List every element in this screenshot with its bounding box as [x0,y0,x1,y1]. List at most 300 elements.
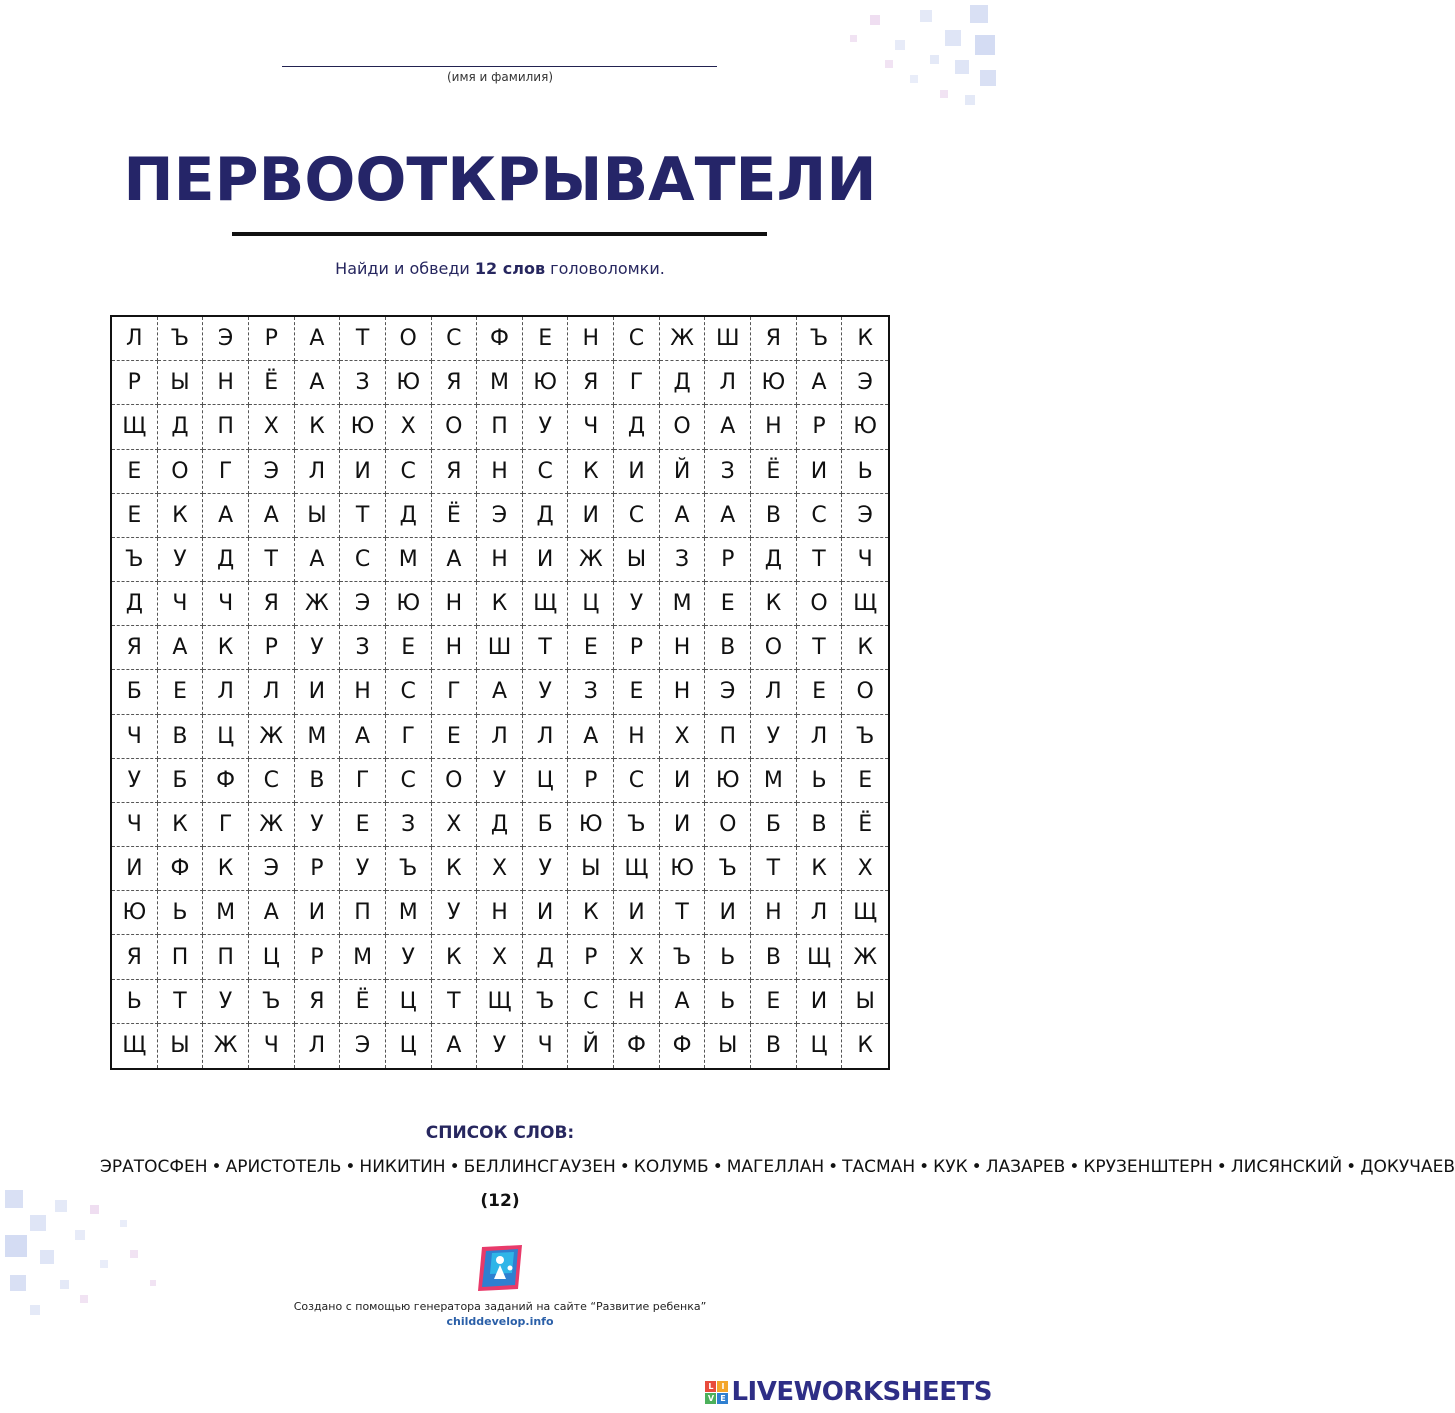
grid-cell[interactable]: Л [477,715,523,759]
grid-cell[interactable]: Р [568,935,614,979]
grid-cell[interactable]: Д [477,803,523,847]
grid-cell[interactable]: Ю [523,361,569,405]
grid-cell[interactable]: И [523,538,569,582]
grid-cell[interactable]: У [112,759,158,803]
grid-cell[interactable]: Д [112,582,158,626]
grid-cell[interactable]: Ю [386,582,432,626]
grid-cell[interactable]: А [158,626,204,670]
grid-cell[interactable]: В [751,935,797,979]
grid-cell[interactable]: Е [112,450,158,494]
grid-cell[interactable]: Т [660,891,706,935]
word-list-words [100,1157,1455,1177]
grid-cell[interactable]: Г [614,361,660,405]
grid-cell[interactable]: Г [203,450,249,494]
grid-cell[interactable]: А [660,980,706,1024]
grid-cell[interactable]: Л [523,715,569,759]
grid-cell[interactable]: Ъ [386,847,432,891]
grid-cell[interactable]: В [797,803,843,847]
grid-cell[interactable]: Е [386,626,432,670]
grid-cell[interactable]: Я [112,626,158,670]
grid-cell[interactable]: У [386,935,432,979]
grid-cell[interactable]: С [568,980,614,1024]
grid-cell[interactable]: П [705,715,751,759]
grid-cell[interactable]: Ф [614,1024,660,1068]
grid-cell[interactable]: К [857,1033,873,1059]
grid-cell[interactable]: А [203,494,249,538]
grid-cell[interactable]: Т [340,317,386,361]
grid-cell[interactable]: Ё [432,494,478,538]
grid-cell[interactable]: К [477,582,523,626]
site-link[interactable]: childdevelop.info [446,1315,554,1328]
grid-cell[interactable]: Ю [660,847,706,891]
grid-cell[interactable]: О [751,626,797,670]
grid-cell[interactable]: Н [432,626,478,670]
grid-cell[interactable]: Щ [523,582,569,626]
grid-cell[interactable]: С [614,317,660,361]
grid-cell[interactable]: С [340,538,386,582]
grid-cell[interactable]: Х [842,847,888,891]
grid-cell[interactable]: И [340,450,386,494]
grid-cell[interactable]: Л [203,670,249,714]
grid-cell[interactable]: М [386,538,432,582]
grid-cell[interactable]: С [386,670,432,714]
grid-cell[interactable]: Д [614,405,660,449]
grid-cell[interactable]: Й [660,450,706,494]
grid-cell[interactable]: Я [751,317,797,361]
grid-cell[interactable]: Т [158,980,204,1024]
grid-cell[interactable]: З [340,626,386,670]
grid-cell[interactable]: А [705,405,751,449]
grid-cell[interactable]: М [386,891,432,935]
grid-cell[interactable]: Ц [797,1024,843,1068]
grid-cell[interactable]: П [203,405,249,449]
title-underline [232,232,767,236]
grid-cell[interactable]: М [477,361,523,405]
grid-cell[interactable]: Б [112,670,158,714]
grid-cell[interactable]: Я [112,935,158,979]
grid-cell[interactable]: И [568,494,614,538]
grid-cell[interactable]: А [660,494,706,538]
grid-cell[interactable]: К [158,494,204,538]
grid-cell[interactable]: М [340,935,386,979]
grid-cell[interactable]: Р [295,935,341,979]
grid-cell[interactable]: Щ [842,582,888,626]
grid-cell[interactable]: К [751,582,797,626]
grid-cell[interactable]: И [797,980,843,1024]
grid-cell[interactable]: Ж [249,803,295,847]
grid-cell[interactable]: А [249,891,295,935]
word-list-item: ЛИСЯНСКИЙ [1230,1157,1343,1177]
grid-cell[interactable]: Ю [751,361,797,405]
grid-cell[interactable]: Э [477,494,523,538]
grid-cell[interactable]: Э [842,361,888,405]
grid-cell[interactable]: Ъ [842,715,888,759]
grid-cell[interactable]: Т [249,538,295,582]
grid-cell[interactable]: Л [295,1024,341,1068]
grid-cell[interactable]: Г [386,715,432,759]
grid-cell[interactable]: Н [477,891,523,935]
grid-cell[interactable]: Ь [705,935,751,979]
grid-cell[interactable]: Е [797,670,843,714]
grid-cell[interactable]: К [842,626,888,670]
grid-cell[interactable]: Н [203,361,249,405]
grid-cell[interactable]: Р [614,626,660,670]
grid-cell[interactable]: Ё [340,980,386,1024]
grid-cell[interactable]: М [660,582,706,626]
grid-cell[interactable]: Ъ [112,538,158,582]
grid-cell[interactable]: Л [705,361,751,405]
grid-cell[interactable]: В [751,1024,797,1068]
grid-cell[interactable]: Я [295,980,341,1024]
grid-cell[interactable]: Ю [705,759,751,803]
grid-cell[interactable]: Ч [158,582,204,626]
grid-cell[interactable]: У [203,980,249,1024]
grid-cell[interactable]: Я [432,361,478,405]
grid-cell[interactable]: Я [249,582,295,626]
grid-cell[interactable]: Ц [386,1024,432,1068]
grid-cell[interactable]: Е [112,494,158,538]
grid-cell[interactable]: Н [477,450,523,494]
grid-cell[interactable]: С [432,317,478,361]
grid-cell[interactable]: Д [386,494,432,538]
grid-cell[interactable]: Г [340,759,386,803]
grid-cell[interactable]: Р [249,317,295,361]
grid-cell[interactable]: И [614,891,660,935]
grid-cell[interactable]: Н [432,582,478,626]
grid-cell[interactable]: Д [203,538,249,582]
grid-cell[interactable]: Н [660,670,706,714]
grid-cell[interactable]: Ь [705,980,751,1024]
grid-cell[interactable]: П [340,891,386,935]
grid-cell[interactable]: Л [112,317,158,361]
grid-cell[interactable]: О [705,803,751,847]
grid-cell[interactable]: М [203,891,249,935]
grid-cell[interactable]: Щ [112,405,158,449]
grid-cell[interactable]: Ю [568,803,614,847]
grid-cell[interactable]: Х [432,803,478,847]
grid-cell[interactable]: Ч [112,803,158,847]
grid-cell[interactable]: Ъ [249,980,295,1024]
grid-cell[interactable]: З [568,670,614,714]
grid-cell[interactable]: Х [249,405,295,449]
grid-cell[interactable]: К [295,405,341,449]
grid-cell[interactable]: Ц [523,759,569,803]
grid-cell[interactable]: Р [568,759,614,803]
word-list-item: ЛАЗАРЕВ [985,1157,1066,1177]
grid-cell[interactable]: Ы [158,361,204,405]
grid-cell[interactable]: Х [386,405,432,449]
grid-cell[interactable]: Ф [660,1024,706,1068]
grid-cell[interactable]: Ь [112,980,158,1024]
grid-cell[interactable]: К [842,317,888,361]
grid-cell[interactable]: У [477,759,523,803]
grid-cell[interactable]: У [523,670,569,714]
grid-cell[interactable]: Н [614,980,660,1024]
grid-cell[interactable]: Ъ [158,317,204,361]
grid-cell[interactable]: Ы [614,538,660,582]
grid-cell[interactable]: К [568,891,614,935]
grid-cell[interactable]: Д [158,405,204,449]
grid-cell[interactable]: Г [203,803,249,847]
grid-cell[interactable]: Р [797,405,843,449]
grid-cell[interactable]: К [432,847,478,891]
grid-cell[interactable]: И [660,759,706,803]
grid-cell[interactable]: Ф [203,759,249,803]
grid-cell[interactable]: У [614,582,660,626]
grid-cell[interactable]: Ч [523,1024,569,1068]
grid-cell[interactable]: Е [340,803,386,847]
grid-cell[interactable]: К [432,935,478,979]
grid-cell[interactable]: Ъ [614,803,660,847]
word-list-item: ТАСМАН [842,1157,916,1177]
grid-cell[interactable]: С [249,759,295,803]
grid-cell[interactable]: Ф [158,847,204,891]
grid-cell[interactable]: Х [614,935,660,979]
grid-cell[interactable]: Щ [477,980,523,1024]
grid-cell[interactable]: У [295,626,341,670]
grid-cell[interactable]: Е [842,759,888,803]
grid-cell[interactable]: Р [295,847,341,891]
grid-cell[interactable]: Х [660,715,706,759]
grid-cell[interactable]: В [705,626,751,670]
grid-cell[interactable]: Ч [568,405,614,449]
grid-cell[interactable]: Ю [112,891,158,935]
grid-cell[interactable]: У [340,847,386,891]
grid-cell[interactable]: А [705,494,751,538]
grid-cell[interactable]: Ш [477,626,523,670]
grid-cell[interactable]: Ы [842,980,888,1024]
grid-cell[interactable]: У [295,803,341,847]
grid-cell[interactable]: К [158,803,204,847]
grid-cell[interactable]: А [432,538,478,582]
grid-cell[interactable]: М [751,759,797,803]
grid-cell[interactable]: У [751,715,797,759]
grid-cell[interactable]: Б [523,803,569,847]
grid-cell[interactable]: Л [295,450,341,494]
grid-cell[interactable]: Л [249,670,295,714]
grid-cell[interactable]: У [432,891,478,935]
grid-cell[interactable]: Р [112,361,158,405]
grid-cell[interactable]: З [386,803,432,847]
grid-cell[interactable]: Е [568,626,614,670]
grid-cell[interactable]: Д [523,935,569,979]
grid-cell[interactable]: Л [797,715,843,759]
grid-cell[interactable]: А [432,1024,478,1068]
grid-cell[interactable]: Э [340,582,386,626]
grid-cell[interactable]: Т [523,626,569,670]
grid-cell[interactable]: Ч [842,538,888,582]
liveworksheets-brand[interactable] [705,1372,992,1412]
grid-cell[interactable]: Н [751,405,797,449]
grid-cell[interactable]: Щ [614,847,660,891]
grid-cell[interactable]: С [523,450,569,494]
grid-cell[interactable]: П [158,935,204,979]
grid-cell[interactable]: Х [477,847,523,891]
grid-cell[interactable]: З [705,450,751,494]
grid-cell[interactable]: Н [751,891,797,935]
grid-cell[interactable]: Е [705,582,751,626]
grid-cell[interactable]: Щ [842,891,888,935]
grid-cell[interactable]: Л [797,891,843,935]
grid-cell[interactable]: С [386,450,432,494]
grid-cell[interactable]: С [386,759,432,803]
grid-cell[interactable]: З [660,538,706,582]
grid-cell[interactable]: Т [432,980,478,1024]
grid-cell[interactable]: Ш [705,317,751,361]
grid-cell[interactable]: А [249,494,295,538]
grid-cell[interactable]: Ц [386,980,432,1024]
grid-cell[interactable]: Х [477,935,523,979]
grid-cell[interactable]: Ю [340,405,386,449]
grid-cell[interactable]: Ж [660,317,706,361]
grid-cell[interactable]: Ъ [523,980,569,1024]
grid-cell[interactable]: Ч [203,582,249,626]
grid-cell[interactable]: С [614,759,660,803]
grid-cell[interactable]: Н [660,626,706,670]
grid-cell[interactable]: Б [751,803,797,847]
grid-cell[interactable]: А [295,538,341,582]
grid-cell[interactable]: К [203,626,249,670]
grid-cell[interactable]: Й [568,1024,614,1068]
grid-cell[interactable]: Ъ [797,317,843,361]
grid-cell[interactable]: Д [660,361,706,405]
word-separator: • [1069,1157,1080,1177]
grid-cell[interactable]: Я [432,450,478,494]
grid-cell[interactable]: Р [705,538,751,582]
grid-cell[interactable]: Ы [705,1024,751,1068]
grid-cell[interactable]: А [295,317,341,361]
grid-cell[interactable]: Н [340,670,386,714]
grid-cell[interactable]: Ъ [660,935,706,979]
grid-cell[interactable]: Ь [797,759,843,803]
grid-cell[interactable]: Ч [249,1024,295,1068]
grid-cell[interactable]: К [797,847,843,891]
grid-cell[interactable]: И [614,450,660,494]
grid-cell[interactable]: Э [340,1024,386,1068]
grid-cell[interactable]: Б [158,759,204,803]
badge-letter: I [717,1381,728,1392]
grid-cell[interactable]: Н [477,538,523,582]
grid-cell[interactable]: Э [249,450,295,494]
grid-cell[interactable]: Т [797,538,843,582]
grid-cell[interactable]: Р [249,626,295,670]
grid-cell[interactable]: Э [705,670,751,714]
word-list-item: КУК [933,1157,968,1177]
grid-cell[interactable]: О [432,405,478,449]
grid-cell[interactable]: Ё [751,450,797,494]
grid-cell[interactable]: Т [340,494,386,538]
grid-cell[interactable]: Е [751,980,797,1024]
grid-cell[interactable]: Ы [295,494,341,538]
grid-cell[interactable]: О [386,317,432,361]
grid-cell[interactable]: Щ [112,1024,158,1068]
grid-cell[interactable]: Ц [203,715,249,759]
grid-cell[interactable]: Я [568,361,614,405]
grid-cell[interactable]: Ж [568,538,614,582]
grid-cell[interactable]: А [568,715,614,759]
grid-cell[interactable]: Т [751,847,797,891]
grid-cell[interactable]: Ж [842,935,888,979]
grid-cell[interactable]: П [203,935,249,979]
grid-cell[interactable]: И [705,891,751,935]
grid-cell[interactable]: О [432,759,478,803]
grid-cell[interactable]: Ё [249,361,295,405]
grid-cell[interactable]: Ы [568,847,614,891]
grid-cell[interactable]: А [797,361,843,405]
grid-cell[interactable]: В [751,494,797,538]
grid-cell[interactable]: Ж [249,715,295,759]
grid-cell[interactable]: К [203,847,249,891]
page-title: ПЕРВООТКРЫВАТЕЛИ [123,145,877,215]
grid-cell[interactable]: С [614,494,660,538]
grid-cell[interactable]: Е [523,317,569,361]
grid-cell[interactable]: Д [751,538,797,582]
grid-cell[interactable]: Е [158,670,204,714]
grid-cell[interactable]: О [842,670,888,714]
grid-cell[interactable]: Ъ [705,847,751,891]
grid-cell[interactable]: Ю [386,361,432,405]
grid-cell[interactable]: Е [614,670,660,714]
grid-cell[interactable]: Н [614,715,660,759]
grid-cell[interactable]: У [523,405,569,449]
grid-cell[interactable]: Г [432,670,478,714]
grid-cell[interactable]: Т [797,626,843,670]
grid-cell[interactable]: Е [432,715,478,759]
grid-cell[interactable]: Ь [842,450,888,494]
grid-cell[interactable]: К [568,450,614,494]
grid-cell[interactable]: Н [568,317,614,361]
grid-cell[interactable]: О [158,450,204,494]
grid-cell[interactable]: В [158,715,204,759]
grid-cell[interactable]: У [477,1024,523,1068]
grid-cell[interactable]: В [295,759,341,803]
grid-cell[interactable]: А [295,361,341,405]
grid-cell[interactable]: Ц [249,935,295,979]
grid-cell[interactable]: Э [842,494,888,538]
grid-cell[interactable]: И [797,450,843,494]
grid-cell[interactable]: И [295,891,341,935]
grid-cell[interactable]: Ч [112,715,158,759]
grid-cell[interactable]: Щ [797,935,843,979]
grid-cell[interactable]: Ю [842,405,888,449]
grid-cell[interactable]: Ь [158,891,204,935]
grid-cell[interactable]: А [340,715,386,759]
grid-cell[interactable]: Д [523,494,569,538]
grid-cell[interactable]: М [295,715,341,759]
grid-cell[interactable]: Ф [477,317,523,361]
grid-cell[interactable]: И [660,803,706,847]
grid-cell[interactable]: О [660,405,706,449]
grid-cell[interactable]: Ж [295,582,341,626]
grid-cell[interactable]: З [340,361,386,405]
grid-cell[interactable]: Ц [568,582,614,626]
grid-cell[interactable]: Ё [842,803,888,847]
grid-cell[interactable]: И [523,891,569,935]
grid-cell[interactable]: Ж [203,1024,249,1068]
grid-cell[interactable]: О [797,582,843,626]
grid-cell[interactable]: А [477,670,523,714]
grid-cell[interactable]: П [477,405,523,449]
grid-cell[interactable]: Л [751,670,797,714]
grid-cell[interactable]: С [797,494,843,538]
grid-cell[interactable]: Э [249,847,295,891]
grid-cell[interactable]: Ы [158,1024,204,1068]
grid-cell[interactable]: У [523,847,569,891]
grid-cell[interactable]: И [112,847,158,891]
grid-cell[interactable]: И [295,670,341,714]
grid-cell[interactable]: Э [203,317,249,361]
grid-cell[interactable]: У [158,538,204,582]
